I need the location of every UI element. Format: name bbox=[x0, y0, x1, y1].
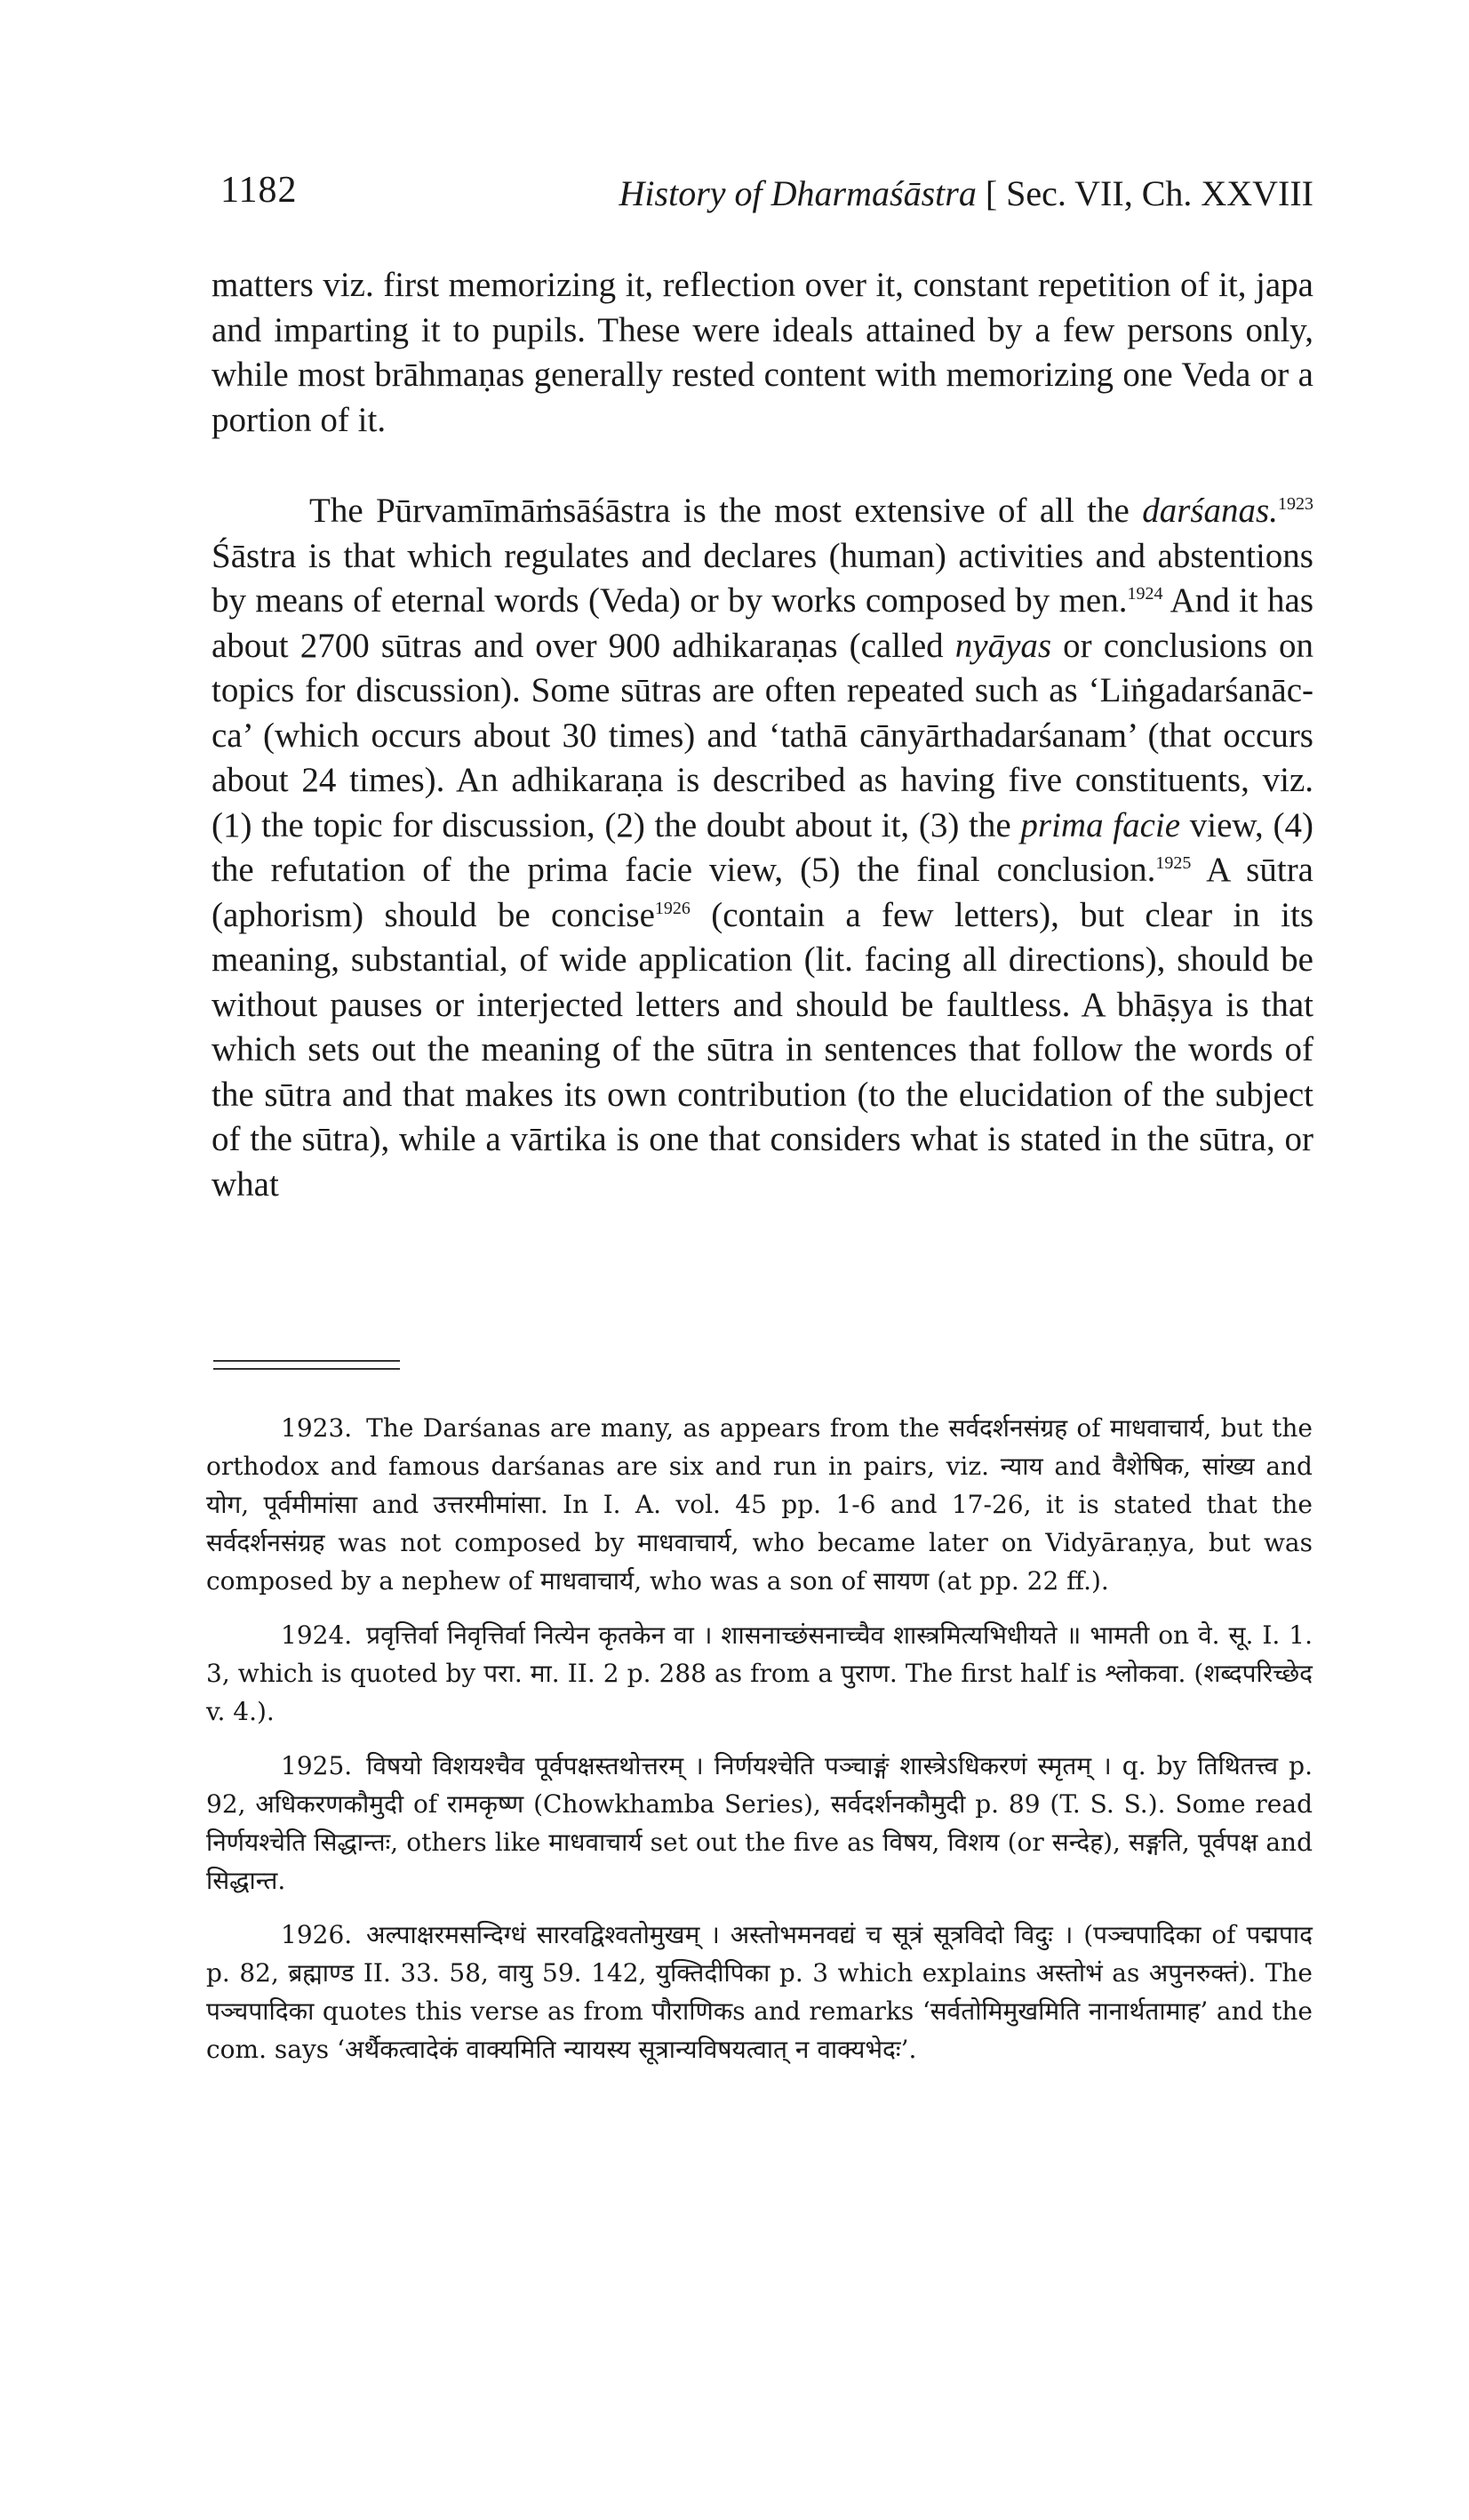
footnote-text: The Darśanas are many, as appears from the सर्वदर्शनसंग्रह of माधवाचार्य, but the orthodox and famous darśanas are six and run in pairs, viz. न्याय and वैशेषिक, सांख्य and योग, पूर्वमीमांसा and उत्तरमीमांसा. In I. A. vol. 45 pp. 1-6 and 17-26, it is stated that the सर्वदर्शनसंग्रह was not composed by माधवाचार्य, who became later on Vidyāraṇya, but was composed by a nephew of माधवाचार्य, who was a son of सायण (at pp. 22 ff.). bbox=[206, 1413, 1313, 1596]
footnote-number: 1924. bbox=[281, 1620, 353, 1650]
footnote-1925 bbox=[206, 1747, 1313, 1900]
footnotes bbox=[206, 1409, 1313, 2084]
footnote-1923 bbox=[206, 1409, 1313, 1600]
footnote-text: विषयो विशयश्चैव पूर्वपक्षस्तथोत्तरम् । निर्णयश्चेति पञ्चाङ्गं शास्त्रेऽधिकरणं स्मृतम् । q. by तिथितत्त्व p. 92, अधिकरणकौमुदी of रामकृष्ण (Chowkhamba Series), सर्वदर्शनकौमुदी p. 89 (T. S. S.). Some read निर्णयश्चेति सिद्धान्तः, others like माधवाचार्य set out the five as विषय, विशय (or सन्देह), सङ्गति, पूर्वपक्ष and सिद्धान्त. bbox=[206, 1751, 1313, 1895]
footnote-1926 bbox=[206, 1916, 1313, 2068]
footnote-ref-1926[interactable]: 1926 bbox=[654, 898, 691, 918]
page-number: 1182 bbox=[220, 170, 298, 211]
footnote-divider bbox=[213, 1360, 400, 1362]
footnote-1924 bbox=[206, 1616, 1313, 1731]
footnote-number: 1925. bbox=[281, 1751, 353, 1780]
paragraph-purvamimamsa: The Pūrvamīmāṁsāśāstra is the most extensive of all the darśanas.$^{1923}$ Śāstra is that which regulates and declares (human) activities and abstentions by means of eternal words (Veda) or by works composed by men.$^{1924}$ And it has about 2700 sūtras and over 900 adhikaraṇas (called nyāyas or conclusions on topics for discussion). Some sūtras are often repeated such as ‘Liṅgadarśanāc-ca’ (which occurs about 30 times) and ‘tathā cānyārthadarśanam’ (that occurs about 24 times). An adhikaraṇa is described as having five constituents, viz. (1) the topic for discussion, (2) the doubt about it, (3) the prima facie view, (4) the refutation of the prima facie view, (5) the final conclusion.$^{1925}$ A sūtra (aphorism) should be concise$^{1926}$ (contain a few letters), but clear in its meaning, substantial, of wide application (lit. facing all directions), should be without pauses or interjected letters and should be faultless. A bhāṣya is that which sets out the meaning of the sūtra in sentences that follow the words of the sūtra and that makes its own contribution (to the elucidation of the subject of the sūtra), while a vārtika is one that considers what is stated in the sūtra, or what bbox=[212, 492, 1313, 1204]
footnote-text: अल्पाक्षरमसन्दिग्धं सारवद्विश्वतोमुखम् । अस्तोभमनवद्यं च सूत्रं सूत्रविदो विदुः । (पञ्चपादिका of पद्मपाद p. 82, ब्रह्माण्ड II. 33. 58, वायु 59. 142, युक्तिदीपिका p. 3 which explains अस्तोभं as अपुनरुक्तं). The पञ्चपादिका quotes this verse as from पौराणिकs and remarks ‘सर्वतोमिमुखमिति नानार्थतामाह’ and the com. says ‘अर्थैकत्वादेकं वाक्यमिति न्यायस्य सूत्रान्यविषयत्वात् न वाक्यभेदः’. bbox=[206, 1920, 1313, 2064]
main-text bbox=[212, 263, 1313, 1207]
footnote-divider-second bbox=[213, 1368, 400, 1370]
footnote-text: प्रवृत्तिर्वा निवृत्तिर्वा नित्येन कृतकेन वा । शासनाच्छंसनाच्चैव शास्त्रमित्यभिधीयते ॥ भामती on वे. सू. I. 1. 3, which is quoted by परा. मा. II. 2 p. 288 as from a पुराण. The first half is श्लोकवा. (शब्दपरिच्छेद v. 4.). bbox=[206, 1620, 1313, 1726]
running-title bbox=[619, 172, 1313, 214]
running-title-book: History of Dharmaśāstra bbox=[619, 173, 977, 213]
footnote-ref-1924[interactable]: 1924 bbox=[1127, 584, 1163, 604]
footnote-ref-1923[interactable]: 1923 bbox=[1278, 494, 1313, 514]
footnote-ref-1925[interactable]: 1925 bbox=[1155, 853, 1192, 873]
footnote-number: 1923. bbox=[281, 1413, 353, 1443]
footnote-number: 1926. bbox=[281, 1920, 353, 1949]
paragraph-continued: matters viz. first memorizing it, reflection over it, constant repetition of it, japa and imparting it to pupils. These were ideals attained by a few persons only, while most brāhmaṇas generally rested content with memorizing one Veda or a portion of it. bbox=[212, 266, 1313, 439]
running-title-section: [ Sec. VII, Ch. XXVIII bbox=[985, 173, 1313, 213]
page-header bbox=[220, 169, 1313, 222]
